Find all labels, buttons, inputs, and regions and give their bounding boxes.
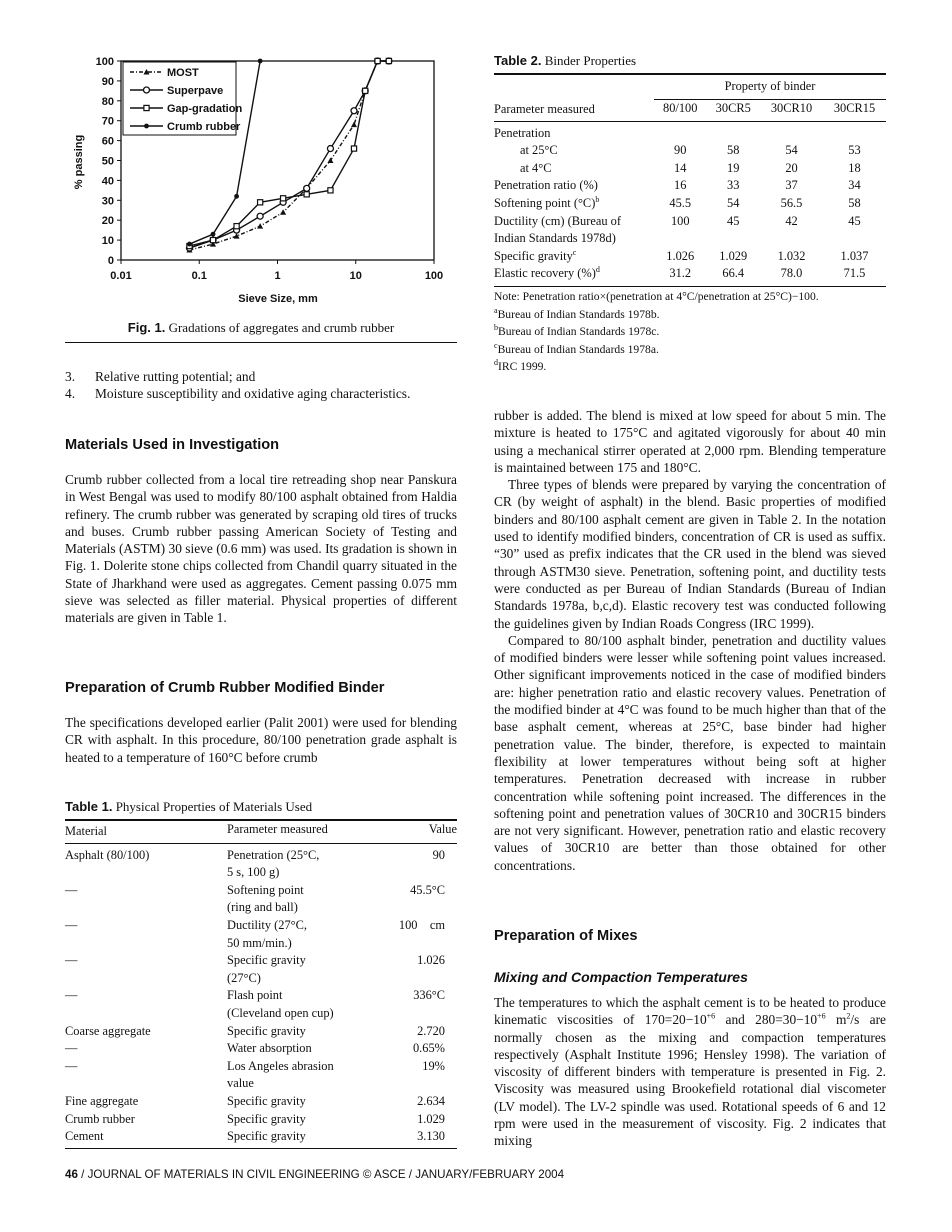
y-tick-label: 70 — [101, 115, 114, 128]
value-cell: 1.029 — [719, 248, 748, 263]
value-cell: 16 — [674, 178, 687, 193]
y-tick-label: 40 — [101, 175, 114, 188]
table-header-row — [494, 99, 886, 121]
table-row — [494, 248, 886, 266]
section-heading: Preparation of Crumb Rubber Modified Binder — [65, 680, 385, 696]
section-heading: Materials Used in Investigation — [65, 437, 280, 453]
table-row — [494, 177, 886, 195]
value-cell: 90 — [674, 143, 687, 158]
value-cell — [760, 230, 823, 248]
list-text: Moisture susceptibility and oxidative aging characteristics. — [95, 386, 411, 402]
section-crumb-rubber-binder — [65, 680, 457, 766]
parameter-cell: Specific gravity — [227, 1093, 306, 1108]
value-cell: 19% — [422, 1058, 445, 1073]
material-cell: Fine aggregate — [65, 1093, 139, 1108]
table-1 — [65, 799, 457, 1149]
figure-1 — [60, 50, 460, 312]
value-cell — [706, 121, 760, 142]
column-header: 30CR10 — [770, 100, 813, 115]
value-cell: 2.634 — [417, 1093, 445, 1108]
material-cell: Cement — [65, 1129, 104, 1144]
y-tick-label: 10 — [101, 235, 114, 248]
table-row — [65, 917, 457, 952]
table-row — [65, 843, 457, 882]
value-cell: 66.4 — [722, 266, 745, 281]
value-cell: 1.026 — [666, 248, 695, 263]
journal-citation: / JOURNAL OF MATERIALS IN CIVIL ENGINEERING © ASCE / JANUARY/FEBRUARY 2004 — [77, 1168, 565, 1181]
value-cell: 45 — [848, 213, 861, 228]
value-cell: 1.032 — [777, 248, 806, 263]
footnote: $^a$Bureau of Indian Standards 1978b. — [494, 305, 660, 321]
x-tick-label: 1 — [274, 270, 281, 282]
y-tick-label: 50 — [101, 155, 114, 168]
table-row — [65, 952, 457, 987]
value-cell: 53 — [848, 143, 861, 158]
table-row — [65, 1111, 457, 1129]
page-footer — [65, 1168, 564, 1181]
value-cell: 37 — [785, 178, 798, 193]
table-row — [65, 1128, 457, 1146]
column-header: Parameter measured — [227, 822, 328, 836]
table-row — [65, 987, 457, 1022]
value-cell: 54 — [785, 143, 798, 158]
value-cell: 3.130 — [417, 1129, 445, 1144]
paragraph: Crumb rubber collected from a local tire retreading shop near Panskura in West Bengal was used to modify 80/100 asphalt obtained from Haldia refinery. The crumb rubber was generated by scraping old tires of trucks and buses. Crumb rubber passing American Society of Testing and Materials (ASTM) 30 sieve (0.6 mm) was used. Its gradation is shown in Fig. 1. Dolerite stone chips collected from Chandil quarry situated in the State of Jharkhand were used as aggregates. Cement passing 0.075 mm sieve was selected as filler material. Physical properties of different materials are given in Table 1. — [65, 472, 457, 626]
value-cell — [823, 121, 886, 142]
parameter-cell: Elastic recovery (%)$^d$ — [494, 265, 600, 281]
value-cell — [760, 121, 823, 142]
legend-label: Crumb rubber — [167, 121, 241, 133]
list-item — [65, 385, 457, 402]
table-row — [494, 265, 886, 283]
paragraph: rubber is added. The blend is mixed at low speed for about 5 min. The mixture is heated to 175°C and agitated vigorously for about 40 min using a mechanical stirrer operated at 2,000 rpm. Blending temperature is maintained between 175 and 180°C. — [494, 408, 886, 475]
group-header: Property of binder — [654, 74, 886, 99]
y-tick-label: 90 — [101, 75, 114, 88]
value-cell: 78.0 — [780, 266, 803, 281]
section-preparation-of-mixes — [494, 928, 886, 1150]
paragraph: Three types of blends were prepared by varying the concentration of CR (by weight of asphalt) in the blend. Basic properties of modified binders and 80/100 asphalt cement are given in Table 2. In the notation used to identify modified binders, concentration of CR is used as suffix. “30” used as prefix indicates that the CR used in the blend was sieved through ASTM30 sieve. Penetration, softening point, and ductility tests were conducted as per Bureau of Indian Standards (Bureau of Indian Standards 1978a, b,c,d). Elastic recovery test was conducted following the guidelines given by Indian Roads Congress (IRC 1999). — [494, 477, 886, 631]
legend-label: MOST — [167, 67, 199, 79]
table-2-grid — [494, 73, 886, 283]
table-2-notes — [494, 286, 886, 376]
value-cell: 2.720 — [417, 1023, 445, 1038]
y-tick-label: 0 — [107, 255, 114, 267]
material-cell: — — [65, 988, 78, 1003]
column-header: 80/100 — [663, 100, 698, 115]
value-cell: 45.5°C — [410, 882, 445, 897]
value-cell: 54 — [727, 196, 740, 211]
y-tick-label: 20 — [101, 215, 114, 228]
paragraph: The specifications developed earlier (Palit 2001) were used for blending CR with asphalt. In this procedure, 80/100 penetration grade asphalt is heated to a temperature of 160°C before crumb — [65, 715, 457, 765]
value-cell: 18 — [848, 160, 861, 175]
parameter-cell: Softening point $(^\circ C)^b$ — [494, 194, 600, 211]
parameter-cell: Ductility (27°C, 50 mm/min.) — [227, 917, 307, 950]
value-cell: 19 — [727, 160, 740, 175]
gradation-chart — [60, 50, 460, 312]
material-cell: — — [65, 1041, 78, 1056]
footnote: $^d$IRC 1999. — [494, 358, 547, 374]
material-cell: — — [65, 882, 78, 897]
page-number: 46 — [65, 1168, 78, 1181]
parameter-cell: Indian Standards 1978d) — [494, 231, 616, 246]
material-cell: — — [65, 1058, 78, 1073]
parameter-cell: at 25°C — [520, 143, 558, 158]
table-row — [494, 160, 886, 178]
value-cell: 71.5 — [843, 266, 866, 281]
parameter-cell: at 4°C — [520, 160, 552, 175]
list-text: Relative rutting potential; and — [95, 369, 256, 384]
footnote: $^b$Bureau of Indian Standards 1978c. — [494, 323, 660, 339]
value-cell: 14 — [674, 160, 687, 175]
column-header: Value — [428, 822, 457, 836]
parameter-cell: Specific gravity — [227, 1129, 306, 1144]
x-axis-label: Sieve Size, mm — [238, 293, 318, 305]
list-number: 4. — [65, 386, 76, 402]
table-row — [494, 213, 886, 231]
value-cell: 45 — [727, 213, 740, 228]
list-number: 3. — [65, 369, 76, 384]
right-column-text — [494, 407, 886, 874]
section-materials — [65, 437, 457, 627]
y-tick-label: 80 — [101, 95, 114, 108]
value-cell: 42 — [785, 213, 798, 228]
table-row — [494, 230, 886, 248]
value-cell: 56.5 — [780, 196, 803, 211]
material-cell: — — [65, 953, 78, 968]
column-header: 30CR15 — [833, 100, 876, 115]
column-header: 30CR5 — [715, 100, 751, 115]
material-cell: Crumb rubber — [65, 1111, 135, 1126]
table-row — [494, 195, 886, 213]
table-row — [65, 1040, 457, 1058]
table-header-row — [65, 820, 457, 843]
table-row — [65, 882, 457, 917]
table-bottom-rule — [65, 1148, 457, 1149]
paragraph: Compared to 80/100 asphalt binder, penetration and ductility values of modified binders were lesser while softening point values increased. Other significant improvements noticed in the case of modified binders are: higher penetration ratio and elastic recovery values. Penetration of the modified binder at 4°C was found to be much higher than that of the base asphalt cement, whereas at 25°C, base binder had higher penetration value. The binder, therefore, is expected to maintain flexibility at lower temperatures without being soft at higher temperatures. Penetration decreased with increase in rubber concentration while softening point increased. The differences in the softening point and penetration values of 30CR10 and 30CR15 binders are not very significant. However, penetration ratio and elastic recovery values of 30CR10 are better than those obtained for other concentrations. — [494, 632, 886, 873]
figure-1-caption — [65, 320, 457, 343]
value-cell: 58 — [848, 196, 861, 211]
parameter-cell: Specific gravity — [227, 1023, 306, 1038]
table-note: Note: Penetration ratio×(penetration at 4°C/penetration at 25°C)−100. — [494, 290, 819, 304]
material-cell: Asphalt (80/100) — [65, 847, 150, 862]
material-cell: Coarse aggregate — [65, 1023, 151, 1038]
paragraph: The temperatures to which the asphalt cement is to be heated to produce kinematic viscosities of $170=20-10^{+6}$ and $280=30-10^{+6}$ $m^2/s$ are normally chosen as the mixing and compaction temperatures respectively (Asphalt Institute 1996; Hensley 1998). The variation of viscosity of different binders with temperature is presented in Fig. 2. Viscosity was measured using Brookefield rotational dial viscometer (LV model). The LV-2 spindle was used. Rotational speeds of 6 and 12 rpm were used in the measurement of viscosity. Fig. 2 indicates that mixing — [494, 995, 886, 1149]
value-cell — [654, 230, 706, 248]
parameter-cell: Los Angeles abrasion value — [227, 1058, 334, 1091]
y-tick-label: 30 — [101, 195, 114, 208]
footnote: $^c$Bureau of Indian Standards 1978a. — [494, 340, 659, 356]
x-tick-label: 100 — [424, 270, 444, 282]
parameter-cell: Penetration (25°C, 5 s, 100 g) — [227, 847, 320, 880]
value-cell: 33 — [727, 178, 740, 193]
parameter-cell: Flash point (Cleveland open cup) — [227, 988, 334, 1020]
value-cell: 100 — [670, 213, 690, 228]
value-cell — [706, 230, 760, 248]
column-header: Material — [65, 824, 107, 838]
table-row — [65, 1058, 457, 1093]
value-cell: 100 cm — [398, 917, 445, 932]
parameter-cell: Specific gravity$^c$ — [494, 247, 577, 263]
value-cell: 336°C — [413, 988, 445, 1003]
y-tick-label: 60 — [101, 135, 114, 148]
x-tick-label: 10 — [349, 270, 362, 282]
y-axis-label: % passing — [73, 134, 85, 190]
subsection-heading: Mixing and Compaction Temperatures — [494, 969, 748, 985]
legend-label: Gap-gradation — [167, 103, 243, 115]
value-cell: 20 — [785, 160, 798, 175]
numbered-list — [65, 368, 457, 403]
table-row — [65, 1023, 457, 1041]
y-tick-label: 100 — [95, 56, 114, 68]
value-cell — [823, 230, 886, 248]
table-row — [65, 1093, 457, 1111]
parameter-cell: Softening point (ring and ball) — [227, 882, 304, 915]
value-cell: 0.65% — [412, 1041, 445, 1056]
table-row — [494, 142, 886, 160]
table-2 — [494, 53, 886, 376]
table-row — [494, 121, 886, 142]
caption-label: Fig. 1. — [127, 320, 166, 335]
table-1-grid — [65, 819, 457, 1146]
y-axis-ticks — [96, 56, 121, 267]
value-cell: 90 — [432, 847, 445, 862]
x-tick-label: 0.1 — [191, 270, 207, 282]
value-cell: 58 — [727, 143, 740, 158]
value-cell — [654, 121, 706, 142]
parameter-cell: Penetration ratio (%) — [494, 178, 598, 193]
table-2-title: Table 2. Binder Properties — [494, 53, 637, 68]
value-cell: 1.037 — [840, 248, 869, 263]
value-cell: 31.2 — [669, 266, 692, 281]
parameter-cell: Water absorption — [227, 1041, 312, 1056]
material-cell: — — [65, 917, 78, 932]
x-tick-label: 0.01 — [110, 270, 132, 282]
caption-text: Gradations of aggregates and crumb rubber — [168, 320, 395, 335]
x-axis-ticks — [110, 260, 443, 282]
value-cell: 1.029 — [417, 1111, 445, 1126]
table-1-title: Table 1. Physical Properties of Materials Used — [65, 799, 313, 814]
parameter-cell: Specific gravity — [227, 1111, 306, 1126]
parameter-cell: Specific gravity (27°C) — [227, 953, 306, 985]
section-heading: Preparation of Mixes — [494, 928, 638, 944]
parameter-cell: Penetration — [494, 125, 551, 140]
value-cell: 45.5 — [669, 196, 692, 211]
list-item — [65, 368, 457, 385]
legend-label: Superpave — [167, 85, 224, 97]
chart-legend — [123, 62, 242, 135]
value-cell: 1.026 — [417, 953, 445, 968]
column-header: Parameter measured — [494, 102, 595, 117]
value-cell: 34 — [848, 178, 861, 193]
parameter-cell: Ductility (cm) (Bureau of — [494, 213, 621, 228]
